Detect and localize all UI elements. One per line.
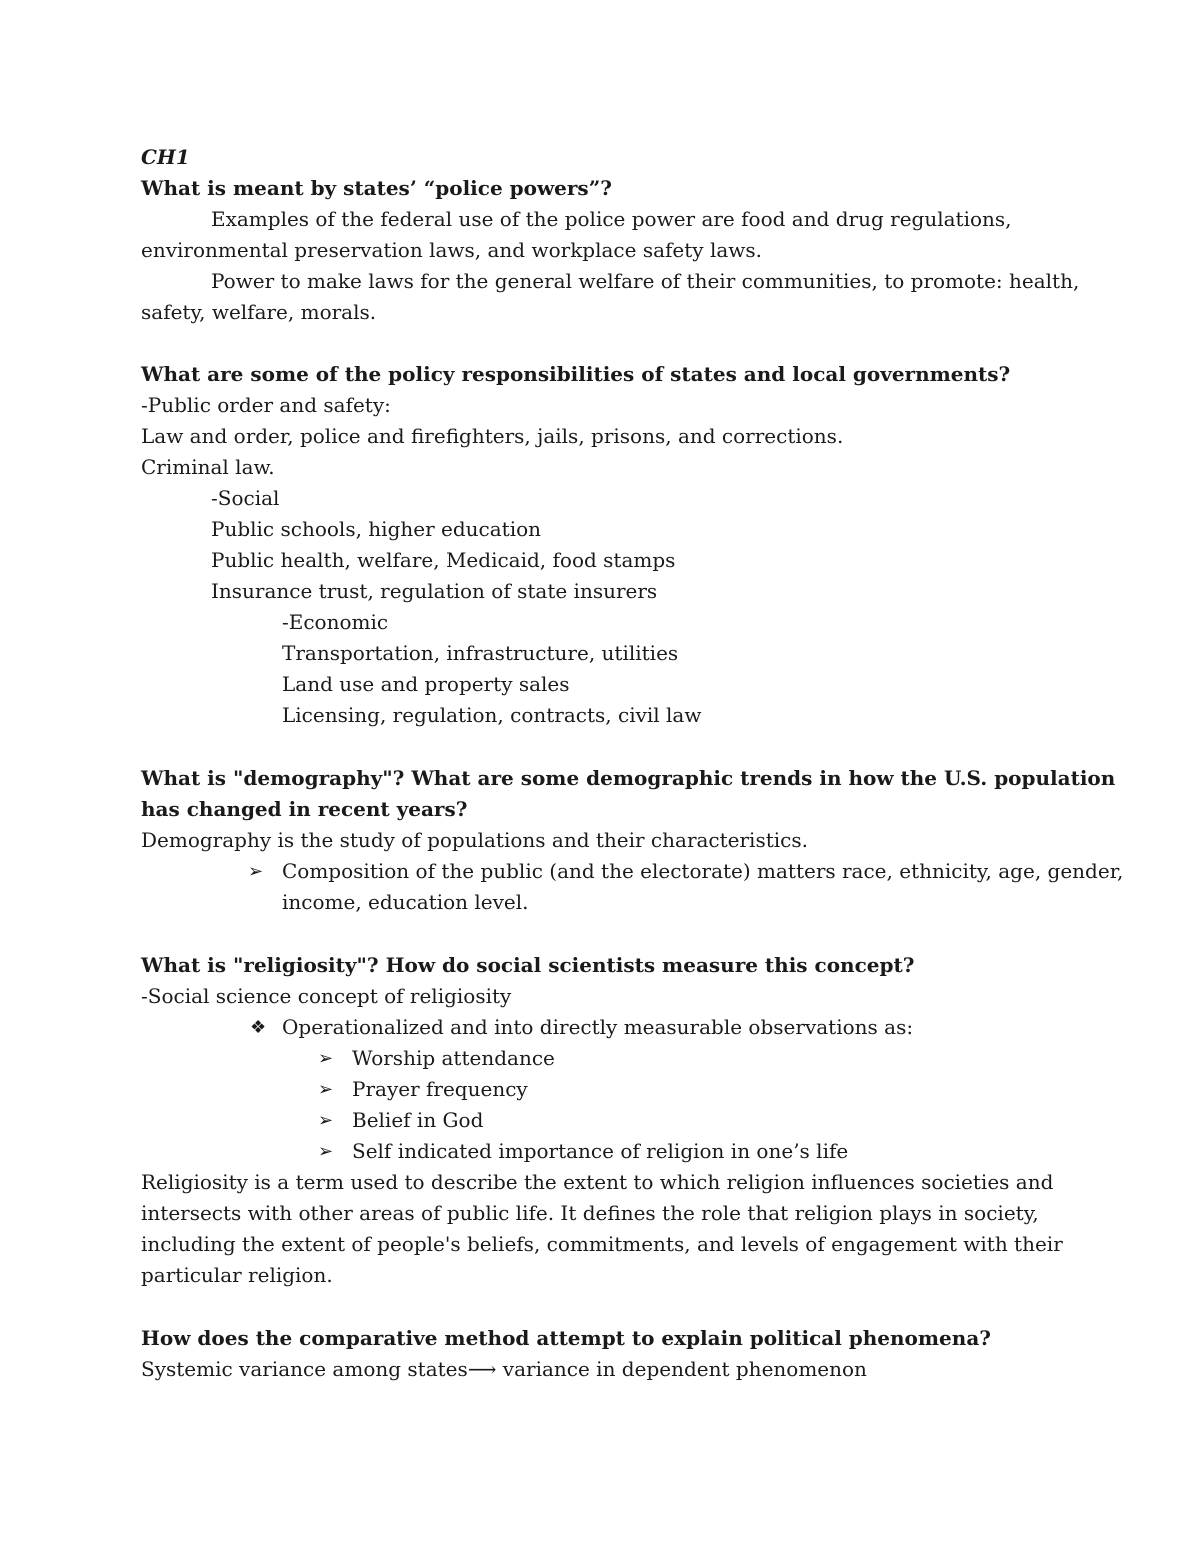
question-heading: What is "demography"? What are some demographic trends in how the U.S. population	[141, 766, 1116, 790]
question-heading: What is meant by states’ “police powers”?	[141, 176, 612, 200]
text-line: Transportation, infrastructure, utilities	[282, 641, 679, 665]
bullet-text: Operationalized and into directly measurable observations as:	[282, 1015, 914, 1039]
text-line: Land use and property sales	[282, 672, 570, 696]
paragraph-line: environmental preservation laws, and workplace safety laws.	[141, 238, 763, 262]
bullet-text: Composition of the public (and the electorate) matters race, ethnicity, age, gender,	[282, 859, 1124, 883]
arrow-bullet-icon: ➢	[248, 861, 264, 882]
text-line: -Social	[211, 486, 280, 510]
list-item: Worship attendance	[352, 1046, 555, 1070]
chapter-title: CH1	[141, 145, 190, 169]
text-line: Public health, welfare, Medicaid, food stamps	[211, 548, 676, 572]
question-heading: What are some of the policy responsibilities of states and local governments?	[141, 362, 1011, 386]
arrow-bullet-icon: ➢	[318, 1110, 334, 1131]
arrow-bullet-icon: ➢	[318, 1141, 334, 1162]
list-item: Prayer frequency	[352, 1077, 528, 1101]
text-line: Law and order, police and firefighters, jails, prisons, and corrections.	[141, 424, 844, 448]
list-item: Self indicated importance of religion in one’s life	[352, 1139, 849, 1163]
paragraph-line: Religiosity is a term used to describe the extent to which religion influences societies and	[141, 1170, 1054, 1194]
paragraph-line: intersects with other areas of public life. It defines the role that religion plays in society,	[141, 1201, 1039, 1225]
text-line: -Social science concept of religiosity	[141, 984, 512, 1008]
diamond-bullet-icon: ❖	[250, 1017, 267, 1038]
text-line: Insurance trust, regulation of state insurers	[211, 579, 658, 603]
list-item: Belief in God	[352, 1108, 484, 1132]
arrow-bullet-icon: ➢	[318, 1079, 334, 1100]
paragraph-line: including the extent of people's beliefs, commitments, and levels of engagement with their	[141, 1232, 1063, 1256]
text-line: Demography is the study of populations and their characteristics.	[141, 828, 808, 852]
arrow-bullet-icon: ➢	[318, 1048, 334, 1069]
text-line: Systemic variance among states⟶ variance in dependent phenomenon	[141, 1357, 867, 1381]
question-heading: How does the comparative method attempt to explain political phenomena?	[141, 1326, 991, 1350]
text-line: -Public order and safety:	[141, 393, 391, 417]
bullet-text: income, education level.	[282, 890, 529, 914]
question-heading: What is "religiosity"? How do social scientists measure this concept?	[141, 953, 915, 977]
question-heading: has changed in recent years?	[141, 797, 468, 821]
text-line: -Economic	[282, 610, 389, 634]
paragraph-line: Examples of the federal use of the police power are food and drug regulations,	[211, 207, 1012, 231]
paragraph-line: safety, welfare, morals.	[141, 300, 377, 324]
text-line: Criminal law.	[141, 455, 275, 479]
text-line: Public schools, higher education	[211, 517, 542, 541]
paragraph-line: particular religion.	[141, 1263, 333, 1287]
paragraph-line: Power to make laws for the general welfare of their communities, to promote: health,	[211, 269, 1080, 293]
text-line: Licensing, regulation, contracts, civil law	[282, 703, 702, 727]
